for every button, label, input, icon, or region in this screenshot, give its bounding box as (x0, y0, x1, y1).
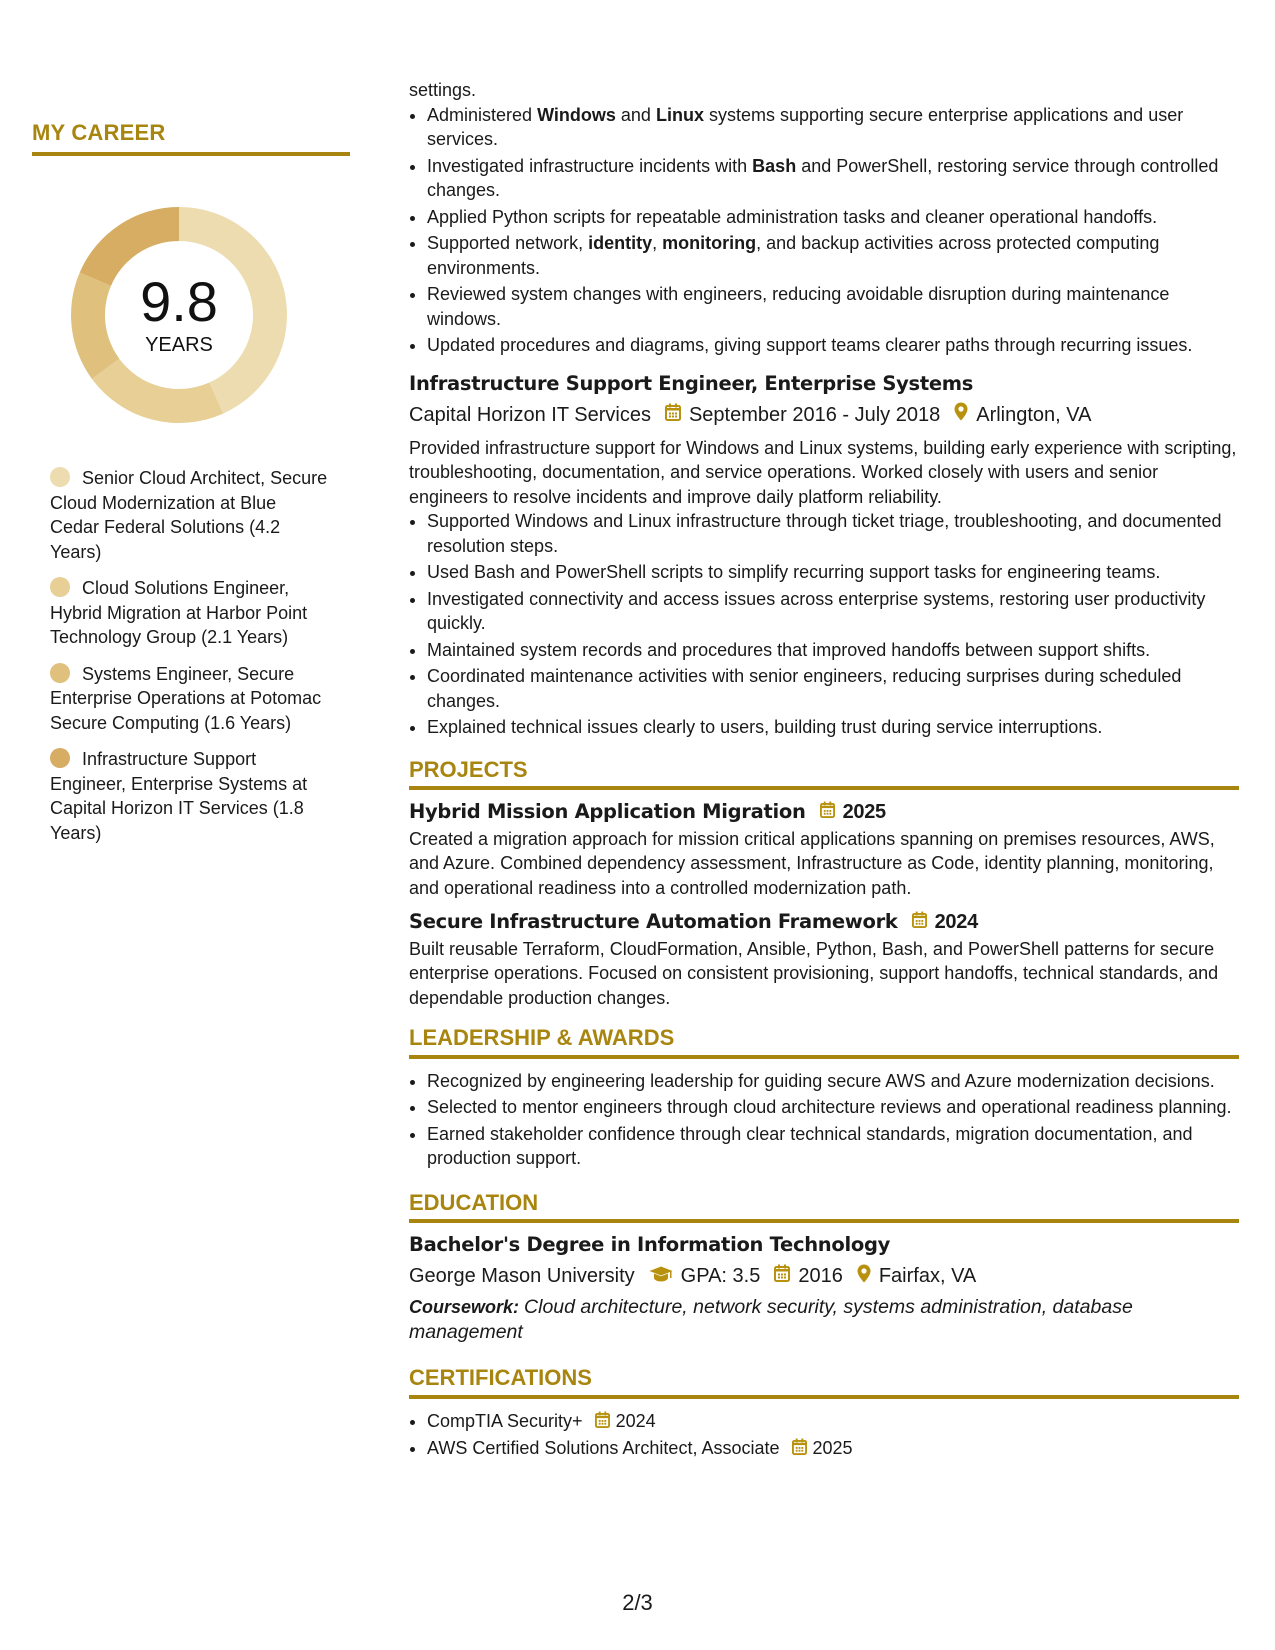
certification-year: 2025 (812, 1438, 853, 1458)
school-location: Fairfax, VA (878, 1265, 977, 1287)
location-pin-icon (857, 1264, 871, 1290)
project-description: Built reusable Terraform, CloudFormation, Ansible, Python, Bash, and PowerShell patterns for secure enterprise operations. Focused on consistent provisioning, support handoffs, technical standards, and dependable production changes. (409, 938, 1219, 1008)
project-title: Hybrid Mission Application Migration (409, 800, 806, 823)
calendar-icon (595, 1410, 610, 1435)
job-summary: Provided infrastructure support for Windows and Linux systems, building early experience with scripting, troubleshooting, documentation, and service operations. Worked closely with users and senior engineers to resolve incidents and improve daily platform reliability. (409, 437, 1237, 507)
location-pin-icon (954, 402, 968, 428)
career-legend-item (50, 576, 328, 650)
career-legend-item (50, 747, 328, 845)
bullet-item: • Updated procedures and diagrams, giving support teams clearer paths through recurring issues. (427, 333, 1239, 358)
certification-name: AWS Certified Solutions Architect, Associate (427, 1438, 780, 1458)
bullet-item: • Recognized by engineering leadership for guiding secure AWS and Azure modernization decisions. (427, 1069, 1239, 1094)
leadership-bullets (409, 1069, 1239, 1171)
bullet-item: • Reviewed system changes with engineers, reducing avoidable disruption during maintenance windows. (427, 282, 1239, 331)
coursework (409, 1295, 1239, 1344)
bold-keyword: Linux (655, 104, 704, 125)
calendar-icon (792, 1437, 807, 1462)
project-description: Created a migration approach for mission critical applications spanning on premises resources, AWS, and Azure. Combined dependency assessment, Infrastructure as Code, identity planning, monitoring, and operational readiness into a controlled modernization path. (409, 828, 1215, 898)
legend-dot (50, 748, 70, 768)
leadership-heading: LEADERSHIP & AWARDS (409, 1026, 1239, 1059)
job-dates: September 2016 - July 2018 (688, 403, 941, 426)
certification-name: CompTIA Security+ (427, 1410, 583, 1431)
certifications-list (409, 1409, 1239, 1462)
sidebar (32, 120, 350, 857)
career-legend (50, 466, 328, 845)
career-legend-label: Senior Cloud Architect, Secure Cloud Modernization at Blue Cedar Federal Solutions (4.2 Years) (50, 468, 328, 562)
bullet-item: • Maintained system records and procedures that improved handoffs between support shifts. (427, 638, 1239, 663)
bullet-item: • Supported Windows and Linux infrastructure through ticket triage, troubleshooting, and documented resolution steps. (427, 509, 1239, 558)
education-heading: EDUCATION (409, 1191, 1239, 1224)
calendar-icon (774, 1264, 790, 1289)
bold-keyword: Bash (752, 155, 797, 176)
school-name: George Mason University (409, 1265, 635, 1287)
bullet-item: • Administered Windows and Linux systems supporting secure enterprise applications and user services. (427, 103, 1239, 152)
graduation-year: 2016 (798, 1265, 843, 1287)
bullet-item: • Explained technical issues clearly to users, building trust during service interruptions. (427, 715, 1239, 740)
gpa: GPA: 3.5 (680, 1265, 761, 1287)
bullet-item: • Used Bash and PowerShell scripts to simplify recurring support tasks for engineering teams. (427, 560, 1239, 585)
bold-keyword: monitoring (662, 233, 757, 253)
project-title-row (409, 910, 1239, 935)
coursework-text: Cloud architecture, network security, systems administration, database management (409, 1296, 1133, 1343)
bullet-item: • Earned stakeholder confidence through clear technical standards, migration documentation, and production support. (427, 1122, 1239, 1171)
calendar-icon (912, 910, 927, 935)
job-meta (409, 402, 1239, 428)
degree-title: Bachelor's Degree in Information Technology (409, 1233, 891, 1256)
project-title-row (409, 800, 1239, 825)
bullet-item: • Coordinated maintenance activities with senior engineers, reducing surprises during scheduled changes. (427, 664, 1239, 713)
project-year: 2024 (934, 911, 978, 933)
graduation-cap-icon (649, 1264, 673, 1289)
career-donut-chart (64, 200, 294, 430)
previous-job-bullets (409, 103, 1239, 358)
project-year: 2025 (842, 801, 886, 823)
calendar-icon (820, 800, 835, 825)
job-company: Capital Horizon IT Services (409, 403, 651, 426)
main-content (409, 78, 1239, 1464)
career-legend-label: Cloud Solutions Engineer, Hybrid Migration at Harbor Point Technology Group (2.1 Years) (50, 578, 308, 647)
previous-job-tail: settings. (409, 80, 477, 100)
calendar-icon (665, 403, 681, 428)
bold-keyword: Windows (537, 104, 616, 125)
career-legend-label: Infrastructure Support Engineer, Enterprise Systems at Capital Horizon IT Services (1.8 Years) (50, 749, 308, 843)
legend-dot (50, 663, 70, 683)
career-legend-item (50, 662, 328, 736)
bullet-item: • Investigated infrastructure incidents with Bash and PowerShell, restoring service through controlled changes. (427, 154, 1239, 203)
legend-dot (50, 577, 70, 597)
bullet-item: • Applied Python scripts for repeatable administration tasks and cleaner operational handoffs. (427, 205, 1239, 230)
career-legend-label: Systems Engineer, Secure Enterprise Operations at Potomac Secure Computing (1.6 Years) (50, 663, 322, 733)
certification-item (427, 1436, 1239, 1462)
projects-heading: PROJECTS (409, 758, 1239, 791)
total-years-unit: YEARS (145, 333, 213, 356)
education-meta (409, 1264, 1239, 1290)
projects-list (409, 800, 1239, 1010)
certifications-heading: CERTIFICATIONS (409, 1366, 1239, 1399)
bold-keyword: identity (588, 233, 653, 253)
bullet-item: • Investigated connectivity and access issues across enterprise systems, restoring user productivity quickly. (427, 587, 1239, 636)
bullet-item: • Selected to mentor engineers through cloud architecture reviews and operational readiness planning. (427, 1095, 1239, 1120)
job-title: Infrastructure Support Engineer, Enterprise Systems (409, 371, 974, 395)
career-heading: MY CAREER (32, 120, 350, 156)
bullet-item: • Supported network, identity, monitoring, and backup activities across protected computing environments. (427, 231, 1239, 280)
coursework-label: Coursework: (409, 1297, 520, 1317)
certification-item (427, 1409, 1239, 1435)
project-item (409, 800, 1239, 900)
job-bullets (409, 509, 1239, 740)
page-number: 2/3 (622, 1590, 653, 1615)
donut-center (64, 200, 294, 430)
project-title: Secure Infrastructure Automation Framework (409, 910, 898, 933)
legend-dot (50, 467, 70, 487)
project-item (409, 910, 1239, 1010)
career-legend-item (50, 466, 328, 564)
job-location: Arlington, VA (976, 403, 1092, 426)
certification-year: 2024 (615, 1410, 656, 1431)
total-years-value: 9.8 (140, 269, 218, 333)
